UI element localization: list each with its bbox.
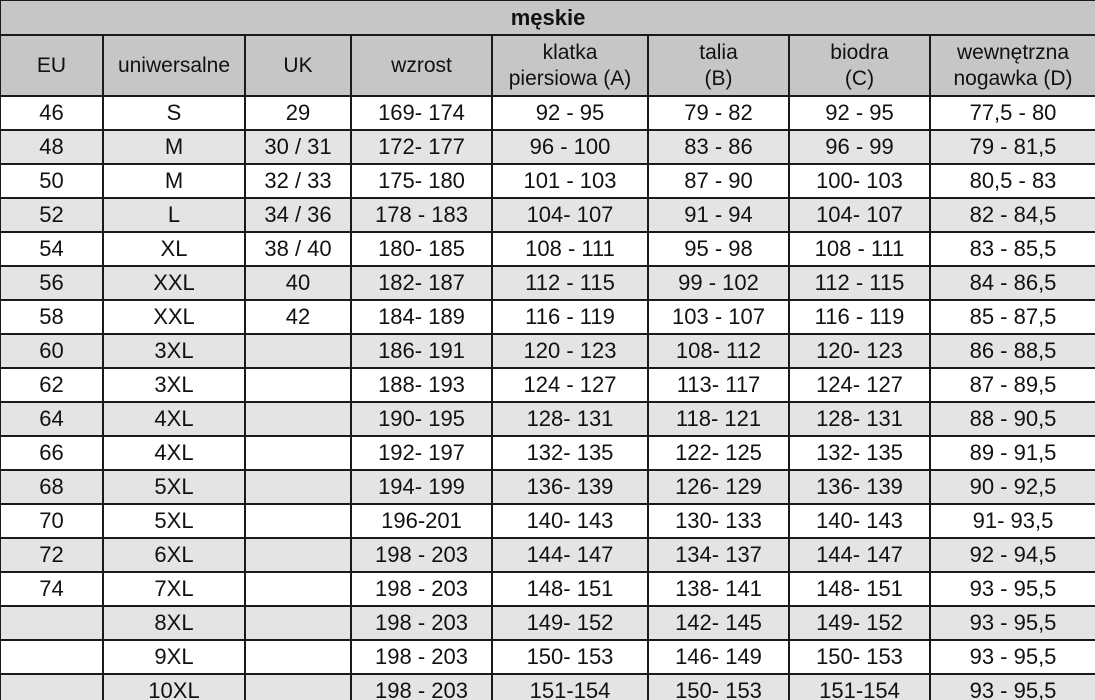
table-cell [245, 640, 351, 674]
table-cell: 184- 189 [351, 300, 492, 334]
column-header-line: piersiowa (A) [508, 66, 632, 90]
table-cell: 132- 135 [492, 436, 648, 470]
column-header-line: UK [283, 53, 313, 77]
table-cell: 134- 137 [648, 538, 789, 572]
table-cell: 82 - 84,5 [930, 198, 1095, 232]
table-cell: 175- 180 [351, 164, 492, 198]
table-cell: 3XL [103, 334, 245, 368]
table-cell: 68 [0, 470, 103, 504]
column-header [930, 35, 1095, 96]
column-header-line: (B) [704, 66, 733, 90]
table-cell: 80,5 - 83 [930, 164, 1095, 198]
table-cell [245, 572, 351, 606]
table-cell: 77,5 - 80 [930, 96, 1095, 130]
column-header-line: klatka [542, 40, 598, 64]
table-cell: 87 - 90 [648, 164, 789, 198]
table-row [0, 300, 1095, 334]
table-cell: 101 - 103 [492, 164, 648, 198]
table-cell: 89 - 91,5 [930, 436, 1095, 470]
table-cell: 10XL [103, 674, 245, 700]
table-cell: 194- 199 [351, 470, 492, 504]
table-cell: 150- 153 [492, 640, 648, 674]
table-row [0, 504, 1095, 538]
table-cell: 169- 174 [351, 96, 492, 130]
table-cell: 3XL [103, 368, 245, 402]
table-cell: 128- 131 [789, 402, 930, 436]
table-cell: 132- 135 [789, 436, 930, 470]
table-cell [0, 640, 103, 674]
table-cell: 99 - 102 [648, 266, 789, 300]
table-cell [245, 538, 351, 572]
table-cell: 46 [0, 96, 103, 130]
column-header [351, 35, 492, 96]
table-cell [245, 436, 351, 470]
table-cell: 70 [0, 504, 103, 538]
table-row [0, 96, 1095, 130]
table-cell: 88 - 90,5 [930, 402, 1095, 436]
table-cell [245, 470, 351, 504]
table-cell: 142- 145 [648, 606, 789, 640]
column-header-line: EU [36, 53, 67, 77]
table-row [0, 538, 1095, 572]
table-row [0, 368, 1095, 402]
table-cell: 96 - 100 [492, 130, 648, 164]
column-header-line: nogawka (D) [953, 66, 1073, 90]
table-cell: 136- 139 [789, 470, 930, 504]
table-cell: 54 [0, 232, 103, 266]
table-cell: 186- 191 [351, 334, 492, 368]
table-cell: 84 - 86,5 [930, 266, 1095, 300]
table-cell: 140- 143 [492, 504, 648, 538]
table-row [0, 402, 1095, 436]
table-cell: 150- 153 [648, 674, 789, 700]
table-cell: 30 / 31 [245, 130, 351, 164]
title-row [0, 0, 1095, 35]
table-cell: 86 - 88,5 [930, 334, 1095, 368]
table-cell: 104- 107 [492, 198, 648, 232]
table-row [0, 232, 1095, 266]
column-header [789, 35, 930, 96]
table-cell: 91 - 94 [648, 198, 789, 232]
table-cell: 180- 185 [351, 232, 492, 266]
table-cell: M [103, 164, 245, 198]
table-cell: 56 [0, 266, 103, 300]
table-cell: 198 - 203 [351, 640, 492, 674]
table-cell: 178 - 183 [351, 198, 492, 232]
column-header-line: wzrost [391, 53, 452, 77]
table-cell [245, 368, 351, 402]
table-cell: 93 - 95,5 [930, 640, 1095, 674]
table-cell [245, 606, 351, 640]
table-row [0, 164, 1095, 198]
table-cell: 124 - 127 [492, 368, 648, 402]
column-header [245, 35, 351, 96]
table-cell: 151-154 [492, 674, 648, 700]
table-cell: 87 - 89,5 [930, 368, 1095, 402]
table-cell: 93 - 95,5 [930, 572, 1095, 606]
table-cell: 29 [245, 96, 351, 130]
table-row [0, 470, 1095, 504]
table-cell: 128- 131 [492, 402, 648, 436]
column-header [0, 35, 103, 96]
table-row [0, 198, 1095, 232]
column-header [492, 35, 648, 96]
table-cell: 91- 93,5 [930, 504, 1095, 538]
table-cell: 146- 149 [648, 640, 789, 674]
table-body [0, 96, 1095, 700]
table-cell: 198 - 203 [351, 606, 492, 640]
table-cell: 136- 139 [492, 470, 648, 504]
table-cell: 151-154 [789, 674, 930, 700]
table-cell [245, 402, 351, 436]
column-header-line: uniwersalne [117, 53, 231, 77]
table-cell: S [103, 96, 245, 130]
table-cell: 92 - 95 [492, 96, 648, 130]
table-title: męskie [0, 0, 1095, 35]
column-header [648, 35, 789, 96]
table-cell [0, 606, 103, 640]
table-cell: 198 - 203 [351, 572, 492, 606]
column-header-line: biodra [830, 40, 889, 64]
table-cell [0, 674, 103, 700]
table-cell: 149- 152 [789, 606, 930, 640]
table-cell: 32 / 33 [245, 164, 351, 198]
table-cell: 42 [245, 300, 351, 334]
table-cell: 124- 127 [789, 368, 930, 402]
table-row [0, 266, 1095, 300]
table-cell: 138- 141 [648, 572, 789, 606]
table-cell: 108- 112 [648, 334, 789, 368]
table-cell: 52 [0, 198, 103, 232]
table-cell: 50 [0, 164, 103, 198]
table-cell: 150- 153 [789, 640, 930, 674]
table-cell: 122- 125 [648, 436, 789, 470]
table-cell: 188- 193 [351, 368, 492, 402]
table-row [0, 640, 1095, 674]
table-cell: 83 - 86 [648, 130, 789, 164]
table-row [0, 334, 1095, 368]
table-cell: 148- 151 [492, 572, 648, 606]
column-header-line: talia [699, 40, 738, 64]
table-cell: 196-201 [351, 504, 492, 538]
table-cell: 92 - 94,5 [930, 538, 1095, 572]
table-cell [245, 674, 351, 700]
table-cell: 182- 187 [351, 266, 492, 300]
table-cell: 192- 197 [351, 436, 492, 470]
table-cell: 58 [0, 300, 103, 334]
table-row [0, 572, 1095, 606]
column-header [103, 35, 245, 96]
table-cell: XXL [103, 300, 245, 334]
table-row [0, 436, 1095, 470]
table-cell: XL [103, 232, 245, 266]
table-cell: 38 / 40 [245, 232, 351, 266]
table-cell [245, 504, 351, 538]
column-header-row [0, 35, 1095, 96]
table-cell: 90 - 92,5 [930, 470, 1095, 504]
table-cell: 64 [0, 402, 103, 436]
table-cell: 34 / 36 [245, 198, 351, 232]
table-cell: 148- 151 [789, 572, 930, 606]
table-cell: 198 - 203 [351, 538, 492, 572]
table-cell: 96 - 99 [789, 130, 930, 164]
table-cell: 149- 152 [492, 606, 648, 640]
table-cell: 4XL [103, 402, 245, 436]
table-cell: 95 - 98 [648, 232, 789, 266]
table-cell: 120 - 123 [492, 334, 648, 368]
table-cell: M [103, 130, 245, 164]
table-cell: L [103, 198, 245, 232]
table-cell: 72 [0, 538, 103, 572]
table-cell: 130- 133 [648, 504, 789, 538]
table-cell: 62 [0, 368, 103, 402]
table-cell: 79 - 82 [648, 96, 789, 130]
table-cell: 8XL [103, 606, 245, 640]
column-header-line: (C) [844, 66, 875, 90]
table-cell: 60 [0, 334, 103, 368]
table-cell: 118- 121 [648, 402, 789, 436]
table-cell: 100- 103 [789, 164, 930, 198]
table-cell: 112 - 115 [789, 266, 930, 300]
table-cell: 116 - 119 [492, 300, 648, 334]
column-header-line: wewnętrzna [956, 40, 1070, 64]
table-cell: 5XL [103, 504, 245, 538]
table-cell: 104- 107 [789, 198, 930, 232]
table-cell: 6XL [103, 538, 245, 572]
table-cell: 83 - 85,5 [930, 232, 1095, 266]
table-cell: 66 [0, 436, 103, 470]
table-cell: 126- 129 [648, 470, 789, 504]
table-cell: 108 - 111 [789, 232, 930, 266]
table-cell: 9XL [103, 640, 245, 674]
table-cell: 190- 195 [351, 402, 492, 436]
table-cell: 4XL [103, 436, 245, 470]
table-cell: 120- 123 [789, 334, 930, 368]
table-cell: 108 - 111 [492, 232, 648, 266]
table-cell: 40 [245, 266, 351, 300]
table-cell: 5XL [103, 470, 245, 504]
table-cell: 116 - 119 [789, 300, 930, 334]
table-cell: 92 - 95 [789, 96, 930, 130]
table-cell: 93 - 95,5 [930, 606, 1095, 640]
table-row [0, 130, 1095, 164]
table-cell: 144- 147 [492, 538, 648, 572]
table-cell: 140- 143 [789, 504, 930, 538]
table-cell: 85 - 87,5 [930, 300, 1095, 334]
table-cell: 198 - 203 [351, 674, 492, 700]
table-cell: 144- 147 [789, 538, 930, 572]
table-cell: 7XL [103, 572, 245, 606]
table-cell: 112 - 115 [492, 266, 648, 300]
table-cell: 79 - 81,5 [930, 130, 1095, 164]
table-cell: 103 - 107 [648, 300, 789, 334]
table-cell: 93 - 95,5 [930, 674, 1095, 700]
table-cell: 74 [0, 572, 103, 606]
table-cell: 113- 117 [648, 368, 789, 402]
table-cell: 48 [0, 130, 103, 164]
table-row [0, 674, 1095, 700]
table-row [0, 606, 1095, 640]
table-cell [245, 334, 351, 368]
table-cell: XXL [103, 266, 245, 300]
table-cell: 172- 177 [351, 130, 492, 164]
